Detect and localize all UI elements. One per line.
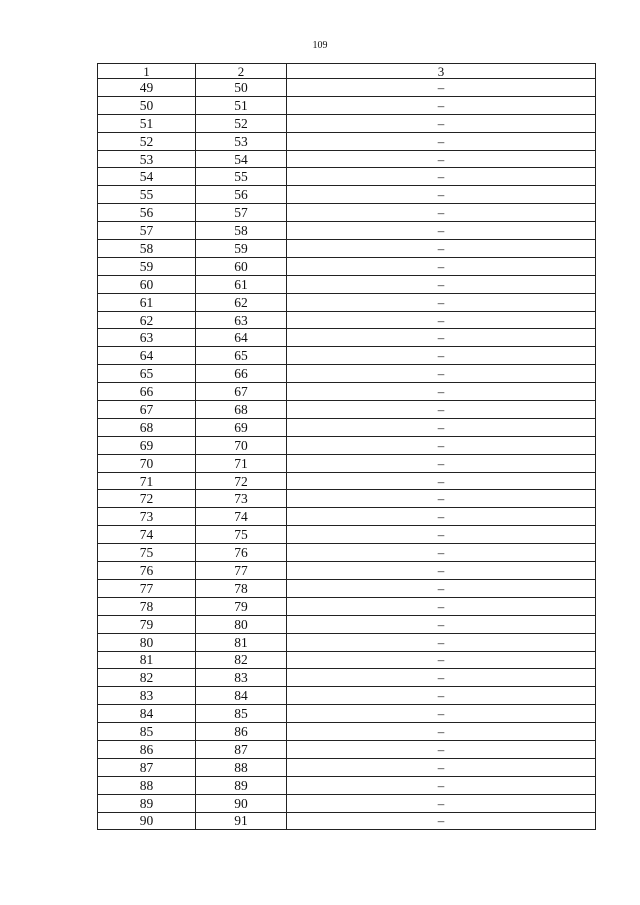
table-cell-col-1: 74: [98, 526, 196, 544]
table-cell-col-3: –: [287, 168, 596, 186]
table-cell-col-2: 76: [196, 544, 287, 562]
table-header: [98, 64, 596, 79]
table-cell-col-2: 52: [196, 114, 287, 132]
table-cell-col-1: 54: [98, 168, 196, 186]
table-cell-col-3: –: [287, 347, 596, 365]
table-cell-col-1: 59: [98, 257, 196, 275]
table-cell-col-2: 71: [196, 454, 287, 472]
table-cell-col-1: 62: [98, 311, 196, 329]
table-cell-col-1: 71: [98, 472, 196, 490]
table-row: [98, 240, 596, 258]
table-cell-col-1: 79: [98, 615, 196, 633]
table-cell-col-3: –: [287, 633, 596, 651]
table-cell-col-3: –: [287, 687, 596, 705]
table-cell-col-2: 89: [196, 776, 287, 794]
table-cell-col-2: 81: [196, 633, 287, 651]
table-row: [98, 132, 596, 150]
table-cell-col-2: 86: [196, 723, 287, 741]
table-row: [98, 508, 596, 526]
table-row: [98, 490, 596, 508]
table-cell-col-3: –: [287, 240, 596, 258]
table-cell-col-3: –: [287, 132, 596, 150]
table-header-row: [98, 64, 596, 79]
table-row: [98, 436, 596, 454]
table-row: [98, 96, 596, 114]
table-cell-col-2: 90: [196, 794, 287, 812]
table-cell-col-2: 65: [196, 347, 287, 365]
table-row: [98, 222, 596, 240]
table-row: [98, 705, 596, 723]
table-cell-col-1: 50: [98, 96, 196, 114]
table-row: [98, 740, 596, 758]
table-cell-col-2: 51: [196, 96, 287, 114]
table-cell-col-3: –: [287, 562, 596, 580]
table-cell-col-2: 62: [196, 293, 287, 311]
table-row: [98, 544, 596, 562]
table-cell-col-3: –: [287, 204, 596, 222]
table-cell-col-2: 77: [196, 562, 287, 580]
column-header-3: 3: [287, 64, 596, 79]
table-cell-col-1: 60: [98, 275, 196, 293]
table-cell-col-2: 69: [196, 418, 287, 436]
table-cell-col-2: 82: [196, 651, 287, 669]
table-cell-col-3: –: [287, 79, 596, 97]
table-cell-col-3: –: [287, 758, 596, 776]
table-row: [98, 150, 596, 168]
table-cell-col-2: 80: [196, 615, 287, 633]
table-cell-col-1: 51: [98, 114, 196, 132]
table-row: [98, 347, 596, 365]
table-body: [98, 79, 596, 830]
table-row: [98, 79, 596, 97]
table-row: [98, 114, 596, 132]
table-cell-col-1: 77: [98, 579, 196, 597]
table-cell-col-1: 65: [98, 365, 196, 383]
table-cell-col-3: –: [287, 508, 596, 526]
table-cell-col-3: –: [287, 293, 596, 311]
table-cell-col-1: 81: [98, 651, 196, 669]
table-cell-col-1: 73: [98, 508, 196, 526]
table-cell-col-3: –: [287, 705, 596, 723]
table-cell-col-3: –: [287, 383, 596, 401]
page-number: 109: [312, 40, 328, 51]
table-cell-col-1: 69: [98, 436, 196, 454]
table-cell-col-2: 66: [196, 365, 287, 383]
table-cell-col-2: 61: [196, 275, 287, 293]
table-row: [98, 329, 596, 347]
table-cell-col-1: 61: [98, 293, 196, 311]
table-cell-col-1: 70: [98, 454, 196, 472]
table-cell-col-1: 53: [98, 150, 196, 168]
table-cell-col-1: 82: [98, 669, 196, 687]
table-cell-col-3: –: [287, 436, 596, 454]
table-cell-col-3: –: [287, 454, 596, 472]
table-row: [98, 526, 596, 544]
table-cell-col-3: –: [287, 597, 596, 615]
table-cell-col-3: –: [287, 329, 596, 347]
table-cell-col-3: –: [287, 257, 596, 275]
table-row: [98, 454, 596, 472]
table-cell-col-3: –: [287, 472, 596, 490]
table-cell-col-1: 87: [98, 758, 196, 776]
table-cell-col-3: –: [287, 186, 596, 204]
table-cell-col-2: 68: [196, 401, 287, 419]
table-row: [98, 562, 596, 580]
table-cell-col-2: 79: [196, 597, 287, 615]
table-cell-col-1: 57: [98, 222, 196, 240]
table-cell-col-1: 56: [98, 204, 196, 222]
table-cell-col-2: 59: [196, 240, 287, 258]
table-cell-col-3: –: [287, 418, 596, 436]
table-cell-col-1: 63: [98, 329, 196, 347]
table-cell-col-3: –: [287, 579, 596, 597]
table-cell-col-2: 91: [196, 812, 287, 830]
table-cell-col-3: –: [287, 776, 596, 794]
column-header-1: 1: [98, 64, 196, 79]
table-row: [98, 383, 596, 401]
table-cell-col-1: 64: [98, 347, 196, 365]
table-row: [98, 633, 596, 651]
table-row: [98, 687, 596, 705]
table-row: [98, 275, 596, 293]
table-cell-col-1: 85: [98, 723, 196, 741]
table-cell-col-1: 78: [98, 597, 196, 615]
table-row: [98, 418, 596, 436]
table-cell-col-2: 58: [196, 222, 287, 240]
table-cell-col-1: 55: [98, 186, 196, 204]
table-row: [98, 257, 596, 275]
table-cell-col-3: –: [287, 615, 596, 633]
table-row: [98, 597, 596, 615]
table-row: [98, 293, 596, 311]
table-cell-col-2: 67: [196, 383, 287, 401]
table-cell-col-1: 52: [98, 132, 196, 150]
table-cell-col-2: 57: [196, 204, 287, 222]
table-row: [98, 812, 596, 830]
table-cell-col-2: 78: [196, 579, 287, 597]
table-cell-col-3: –: [287, 311, 596, 329]
data-table: [97, 63, 596, 830]
table-cell-col-1: 58: [98, 240, 196, 258]
table-cell-col-2: 56: [196, 186, 287, 204]
table-cell-col-2: 63: [196, 311, 287, 329]
table-cell-col-3: –: [287, 723, 596, 741]
table-cell-col-1: 68: [98, 418, 196, 436]
table-cell-col-3: –: [287, 812, 596, 830]
table-cell-col-2: 70: [196, 436, 287, 454]
table-cell-col-2: 75: [196, 526, 287, 544]
table-cell-col-1: 84: [98, 705, 196, 723]
table-cell-col-1: 83: [98, 687, 196, 705]
table-row: [98, 472, 596, 490]
table-cell-col-2: 64: [196, 329, 287, 347]
table-row: [98, 758, 596, 776]
table-cell-col-2: 85: [196, 705, 287, 723]
table-cell-col-2: 83: [196, 669, 287, 687]
table-cell-col-1: 76: [98, 562, 196, 580]
table-row: [98, 579, 596, 597]
table-row: [98, 794, 596, 812]
table-cell-col-2: 72: [196, 472, 287, 490]
table-row: [98, 723, 596, 741]
table-cell-col-2: 88: [196, 758, 287, 776]
table-cell-col-3: –: [287, 150, 596, 168]
table-cell-col-1: 66: [98, 383, 196, 401]
table-cell-col-2: 84: [196, 687, 287, 705]
table-cell-col-1: 88: [98, 776, 196, 794]
table-cell-col-3: –: [287, 669, 596, 687]
table-cell-col-2: 54: [196, 150, 287, 168]
table-cell-col-3: –: [287, 96, 596, 114]
table-row: [98, 651, 596, 669]
table-cell-col-1: 86: [98, 740, 196, 758]
table-cell-col-1: 75: [98, 544, 196, 562]
table-cell-col-1: 89: [98, 794, 196, 812]
table-cell-col-2: 50: [196, 79, 287, 97]
table-cell-col-3: –: [287, 401, 596, 419]
table-cell-col-3: –: [287, 114, 596, 132]
table-row: [98, 669, 596, 687]
table-row: [98, 168, 596, 186]
table-cell-col-1: 67: [98, 401, 196, 419]
table-cell-col-3: –: [287, 526, 596, 544]
table-cell-col-3: –: [287, 740, 596, 758]
table-row: [98, 401, 596, 419]
table-cell-col-2: 55: [196, 168, 287, 186]
table-cell-col-1: 90: [98, 812, 196, 830]
table-cell-col-1: 49: [98, 79, 196, 97]
table-row: [98, 776, 596, 794]
table-cell-col-3: –: [287, 490, 596, 508]
table-row: [98, 615, 596, 633]
table-row: [98, 186, 596, 204]
table-cell-col-3: –: [287, 275, 596, 293]
table-cell-col-1: 80: [98, 633, 196, 651]
table-cell-col-3: –: [287, 222, 596, 240]
table-cell-col-1: 72: [98, 490, 196, 508]
table-cell-col-3: –: [287, 794, 596, 812]
table-row: [98, 365, 596, 383]
data-table-container: [97, 63, 595, 830]
table-cell-col-3: –: [287, 544, 596, 562]
table-row: [98, 311, 596, 329]
table-cell-col-3: –: [287, 365, 596, 383]
table-cell-col-2: 74: [196, 508, 287, 526]
table-row: [98, 204, 596, 222]
table-cell-col-2: 87: [196, 740, 287, 758]
table-cell-col-2: 60: [196, 257, 287, 275]
column-header-2: 2: [196, 64, 287, 79]
table-cell-col-2: 53: [196, 132, 287, 150]
table-cell-col-3: –: [287, 651, 596, 669]
table-cell-col-2: 73: [196, 490, 287, 508]
